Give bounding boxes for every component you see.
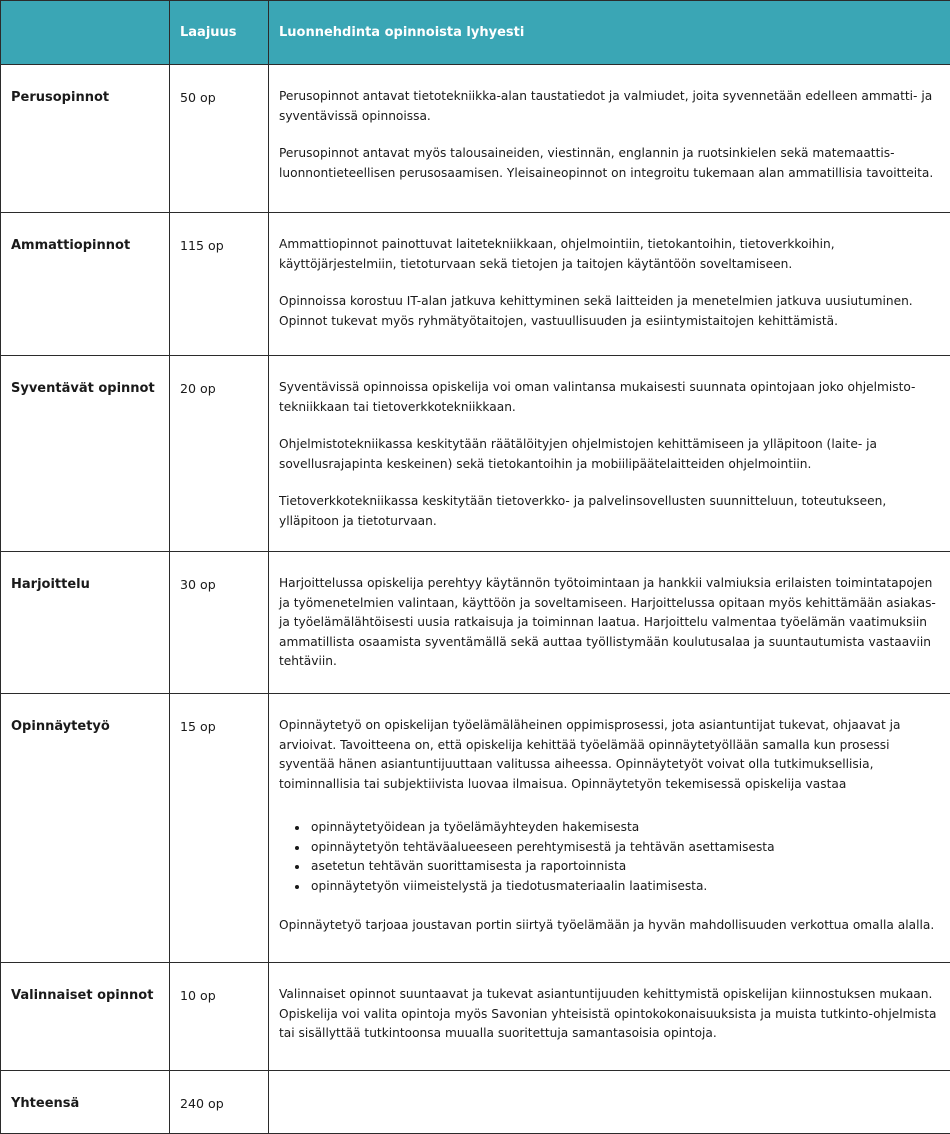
row-scope: 10 op	[170, 963, 269, 1071]
total-scope: 240 op	[170, 1071, 269, 1134]
row-name: Harjoittelu	[1, 552, 170, 694]
description-paragraph: Perusopinnot antavat myös talousaineiden, viestinnän, englannin ja ruotsinkielen sekä matemaattis-luonnontieteellisen perusosaamisen. Yleisaineopinnot on integroitu tukemaan alan ammatillisia tavoitteita.	[279, 146, 934, 180]
description-paragraph: Ohjelmistotekniikassa keskitytään räätälöityjen ohjelmistojen kehittämiseen ja ylläpitoon (laite- ja sovellusrajapinta keskeinen) sekä tietokantoihin ja mobiilipäätelaitteiden ohjelmointiin.	[279, 437, 877, 471]
description-paragraph: Opinnäytetyö tarjoaa joustavan portin siirtyä työelämään ja hyvän mahdollisuuden verkottua omalla alalla.	[279, 918, 935, 932]
row-description	[269, 213, 950, 356]
row-description	[269, 356, 950, 552]
description-paragraph: Harjoittelussa opiskelija perehtyy käytännön työtoimintaan ja hankkii valmiuksia erilaisten toimintatapojen ja työmenetelmien valintaan, käyttöön ja soveltamiseen. Harjoittelussa opitaan myös kehittämään asiakas- ja työelämälähtöisesti uusia ratkaisuja ja toiminnan laatua. Harjoittelu valmentaa työelämän vaatimuksiin ammatillista osaamista syventämällä sekä auttaa työllistymään koulutusalaa ja suuntautumista vastaaviin tehtäviin.	[279, 576, 936, 668]
table-row	[1, 552, 950, 694]
total-label: Yhteensä	[1, 1071, 170, 1134]
header-scope: Laajuus	[170, 1, 269, 65]
list-item: • opinnäytetyön viimeistelystä ja tiedotusmateriaalin laatimisesta.	[309, 877, 942, 897]
table-row	[1, 356, 950, 552]
description-paragraph: Opinnäytetyö on opiskelijan työelämäläheinen oppimisprosessi, jota asiantuntijat tukevat, ohjaavat ja arvioivat. Tavoitteena on, että opiskelija kehittää työelämää opinnäytetyöllään samalla kun prosessi syventää hänen asiantuntijuuttaan valitussa aiheessa. Opinnäytetyöt voivat olla tutkimuksellisia, toiminnallisia tai subjektiivista luovaa ilmaisua. Opinnäytetyön tekemisessä opiskelija vastaa	[279, 718, 901, 791]
row-name: Opinnäytetyö	[1, 694, 170, 963]
description-paragraph: Perusopinnot antavat tietotekniikka-alan taustatiedot ja valmiudet, joita syvennetään edelleen ammatti- ja syventävissä opinnoissa.	[279, 89, 933, 123]
header-empty-cell	[1, 1, 170, 65]
table-row	[1, 694, 950, 963]
row-scope: 30 op	[170, 552, 269, 694]
table-row-total	[1, 1071, 950, 1134]
description-paragraph: Opinnoissa korostuu IT-alan jatkuva kehittyminen sekä laitteiden ja menetelmien jatkuva uusiutuminen. Opinnot tukevat myös ryhmätyötaitojen, vastuullisuuden ja esiintymistaitojen kehittämistä.	[279, 294, 913, 328]
row-scope: 15 op	[170, 694, 269, 963]
total-description	[269, 1071, 950, 1134]
table-row	[1, 213, 950, 356]
row-name: Ammattiopinnot	[1, 213, 170, 356]
row-description	[269, 552, 950, 694]
table-row	[1, 963, 950, 1071]
description-paragraph: Valinnaiset opinnot suuntaavat ja tukevat asiantuntijuuden kehittymistä opiskelijan kiinnostuksen mukaan. Opiskelija voi valita opintoja myös Savonian yhteisistä opintokokonaisuuksista ja muista tutkinto-ohjelmista tai sisällyttää tutkintoonsa muualla suoritettuja samantasoisia opintoja.	[279, 987, 937, 1040]
row-description	[269, 694, 950, 963]
list-item: • asetetun tehtävän suorittamisesta ja raportoinnista	[309, 857, 942, 877]
row-scope: 115 op	[170, 213, 269, 356]
row-name: Perusopinnot	[1, 65, 170, 213]
description-paragraph: Ammattiopinnot painottuvat laitetekniikkaan, ohjelmointiin, tietokantoihin, tietoverkkoihin, käyttöjärjestelmiin, tietoturvaan sekä tietojen ja taitojen käytäntöön soveltamiseen.	[279, 237, 835, 271]
responsibility-list	[279, 818, 942, 896]
row-scope: 20 op	[170, 356, 269, 552]
row-name: Valinnaiset opinnot	[1, 963, 170, 1071]
description-paragraph: Tietoverkkotekniikassa keskitytään tietoverkko- ja palvelinsovellusten suunnitteluun, toteutukseen, ylläpitoon ja tietoturvaan.	[279, 494, 887, 528]
header-description: Luonnehdinta opinnoista lyhyesti	[269, 1, 950, 65]
table-row	[1, 65, 950, 213]
row-description	[269, 65, 950, 213]
row-name: Syventävät opinnot	[1, 356, 170, 552]
row-description	[269, 963, 950, 1071]
list-item: • opinnäytetyön tehtäväalueeseen perehtymisestä ja tehtävän asettamisesta	[309, 838, 942, 858]
description-paragraph: Syventävissä opinnoissa opiskelija voi oman valintansa mukaisesti suunnata opintojaan joko ohjelmisto-tekniikkaan tai tietoverkkotekniikkaan.	[279, 380, 916, 414]
table-header-row	[1, 1, 950, 65]
list-item: • opinnäytetyöidean ja työelämäyhteyden hakemisesta	[309, 818, 942, 838]
row-scope: 50 op	[170, 65, 269, 213]
